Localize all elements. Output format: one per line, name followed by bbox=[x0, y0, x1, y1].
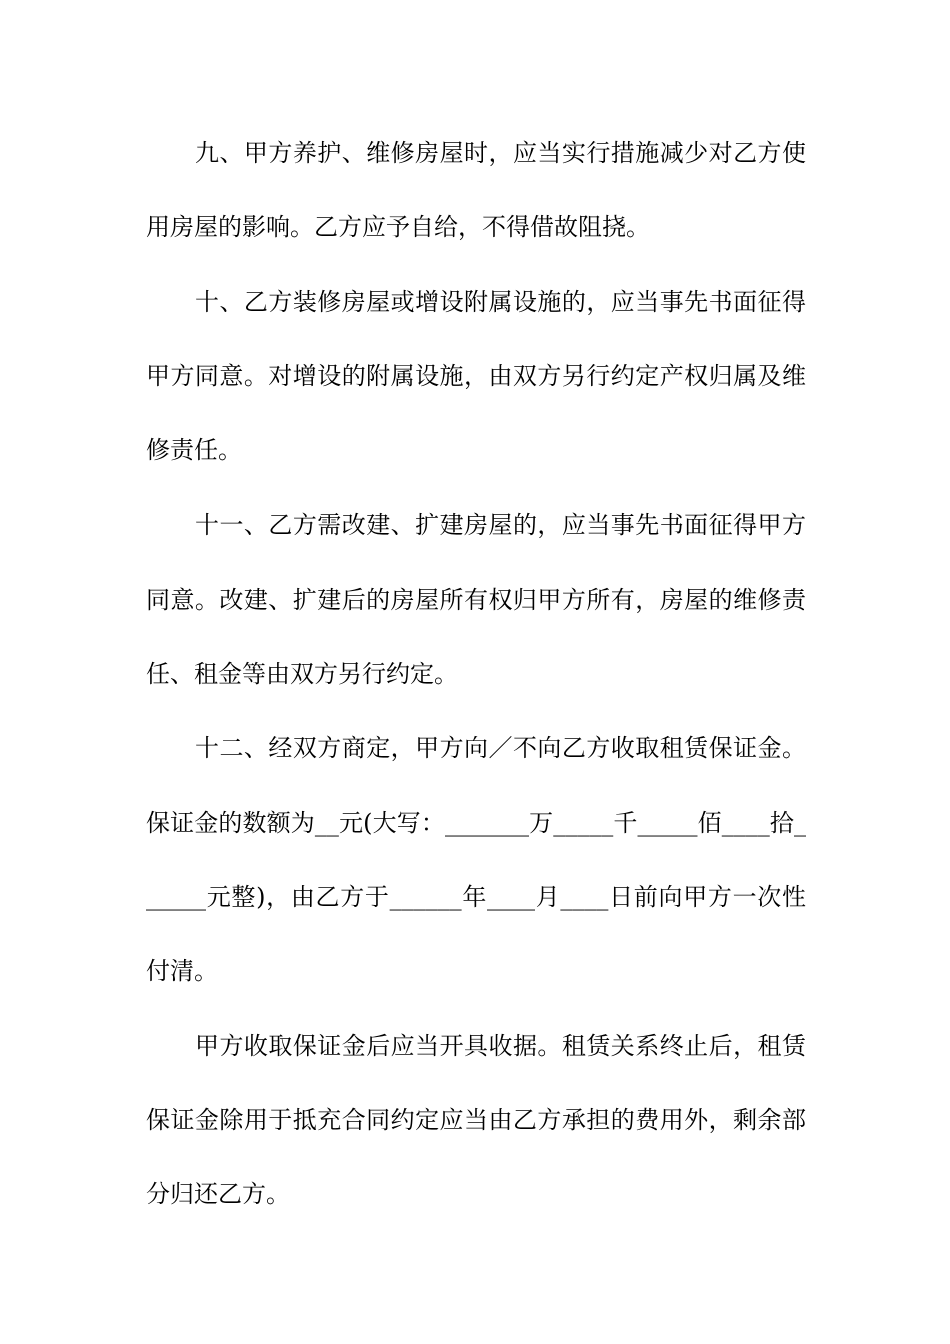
deposit-receipt-line-3: 分归还乙方。 bbox=[146, 1180, 290, 1208]
clause-12-line-3: _____元整)，由乙方于______年____月____日前向甲方一次性 bbox=[146, 883, 806, 911]
clause-12-line-2: 保证金的数额为__元(大写：_______万_____千_____佰____拾_ bbox=[146, 809, 806, 837]
deposit-receipt-line-1: 甲方收取保证金后应当开具收据。租赁关系终止后，租赁 bbox=[195, 1032, 806, 1060]
clause-12-line-1: 十二、经双方商定，甲方向／不向乙方收取租赁保证金。 bbox=[195, 734, 806, 762]
clause-9-line-2: 用房屋的影响。乙方应予自给，不得借故阻挠。 bbox=[146, 213, 650, 241]
clause-9-line-1: 九、甲方养护、维修房屋时，应当实行措施减少对乙方使 bbox=[195, 139, 806, 167]
clause-11-line-3: 任、租金等由双方另行约定。 bbox=[146, 660, 458, 688]
clause-12-line-4: 付清。 bbox=[146, 957, 218, 985]
clause-10-line-3: 修责任。 bbox=[146, 436, 242, 464]
clause-11-line-2: 同意。改建、扩建后的房屋所有权归甲方所有，房屋的维修责 bbox=[146, 586, 806, 614]
clause-11-line-1: 十一、乙方需改建、扩建房屋的，应当事先书面征得甲方 bbox=[195, 511, 806, 539]
deposit-receipt-line-2: 保证金除用于抵充合同约定应当由乙方承担的费用外，剩余部 bbox=[146, 1106, 806, 1134]
clause-10-line-1: 十、乙方装修房屋或增设附属设施的，应当事先书面征得 bbox=[195, 288, 806, 316]
clause-10-line-2: 甲方同意。对增设的附属设施，由双方另行约定产权归属及维 bbox=[146, 362, 806, 390]
